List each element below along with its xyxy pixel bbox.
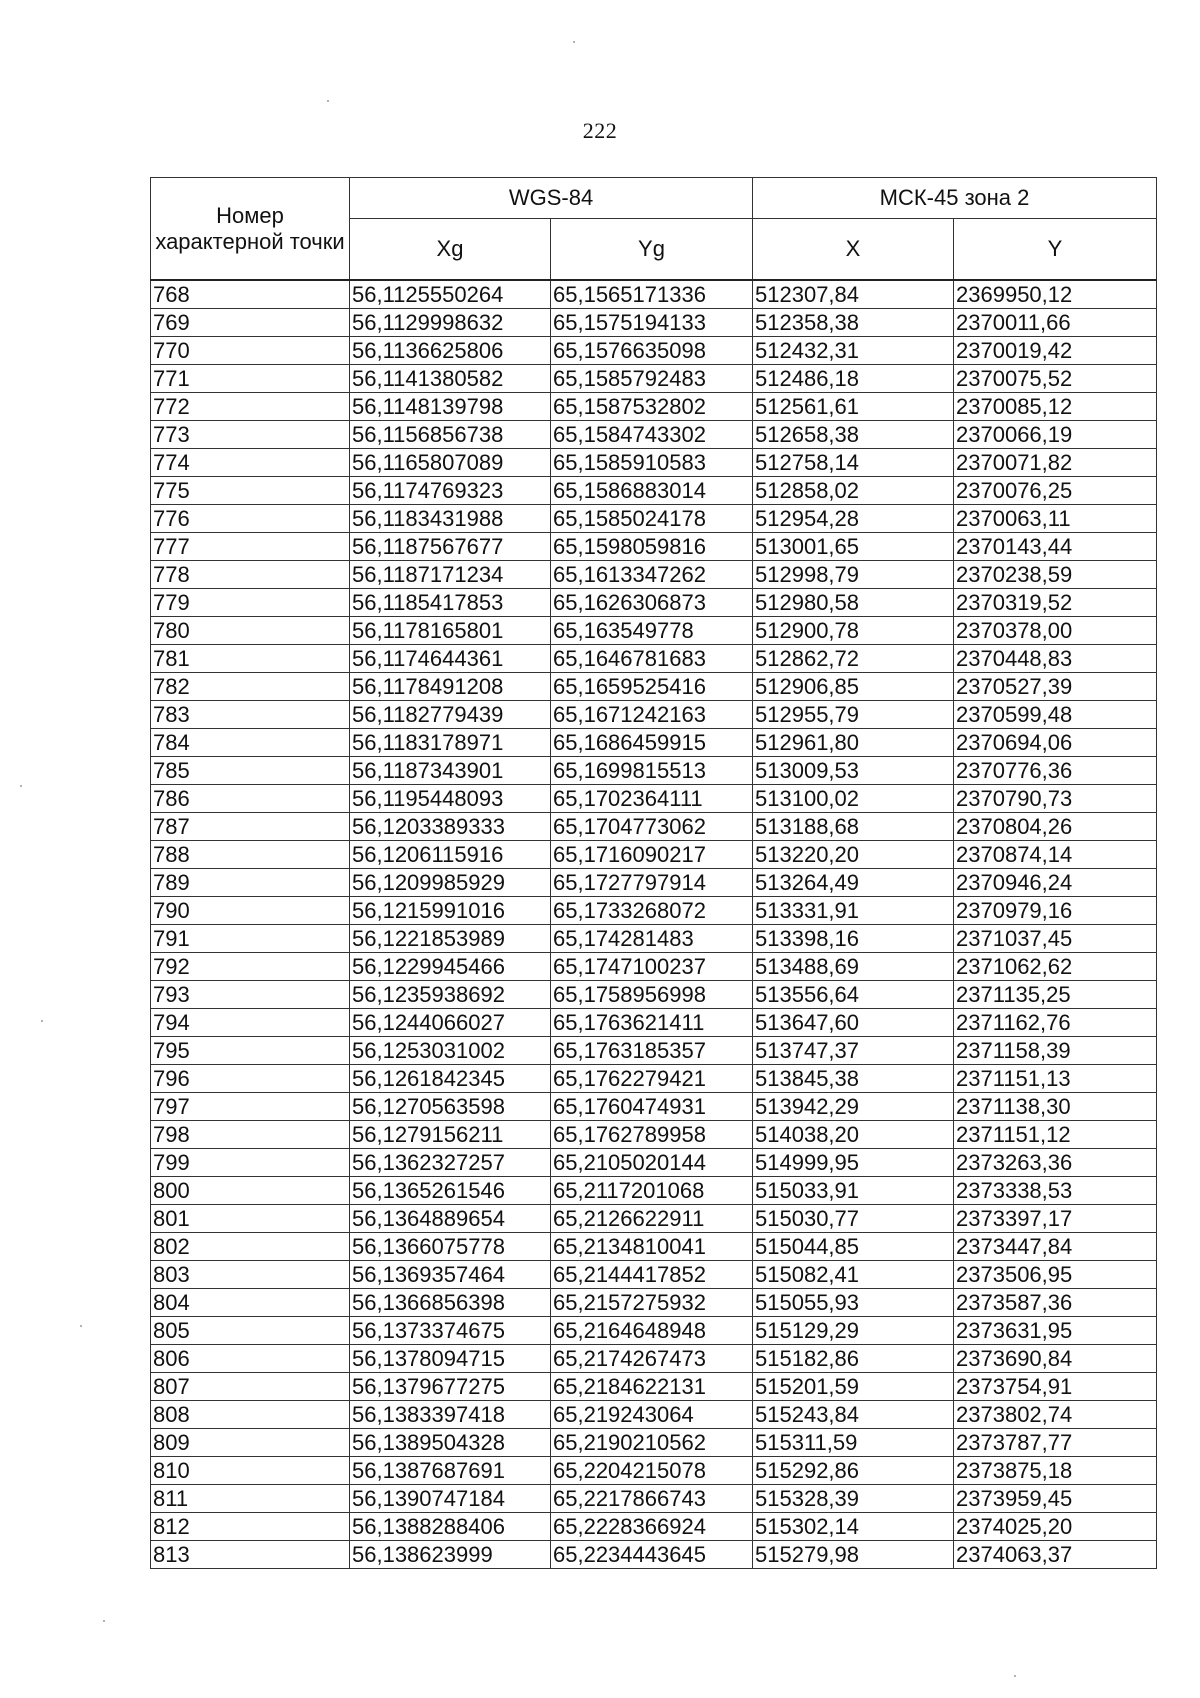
x-cell: 515055,93 (753, 1289, 954, 1317)
y-cell: 2370776,36 (954, 757, 1157, 785)
point-number-cell: 810 (151, 1457, 350, 1485)
yg-cell: 65,174281483 (551, 925, 753, 953)
y-cell: 2373802,74 (954, 1401, 1157, 1429)
yg-cell: 65,2164648948 (551, 1317, 753, 1345)
y-cell: 2373690,84 (954, 1345, 1157, 1373)
table-row (151, 1541, 1157, 1569)
header-row-groups (151, 178, 1157, 219)
point-number-cell: 773 (151, 421, 350, 449)
table-row (151, 1037, 1157, 1065)
table-row (151, 505, 1157, 533)
scan-speck (80, 1325, 82, 1327)
xg-cell: 56,1261842345 (350, 1065, 551, 1093)
xg-cell: 56,1203389333 (350, 813, 551, 841)
x-cell: 513845,38 (753, 1065, 954, 1093)
table-row (151, 617, 1157, 645)
y-cell: 2369950,12 (954, 280, 1157, 309)
x-cell: 513747,37 (753, 1037, 954, 1065)
point-number-cell: 771 (151, 365, 350, 393)
table-row (151, 1401, 1157, 1429)
point-number-cell: 796 (151, 1065, 350, 1093)
scan-speck (573, 41, 575, 43)
y-cell: 2371151,13 (954, 1065, 1157, 1093)
yg-cell: 65,2184622131 (551, 1373, 753, 1401)
y-cell: 2370066,19 (954, 421, 1157, 449)
y-cell: 2371135,25 (954, 981, 1157, 1009)
header-point-number: Номер характерной точки (151, 178, 350, 281)
table-row (151, 589, 1157, 617)
table-row (151, 1289, 1157, 1317)
yg-cell: 65,2228366924 (551, 1513, 753, 1541)
yg-cell: 65,1585792483 (551, 365, 753, 393)
yg-cell: 65,1565171336 (551, 280, 753, 309)
xg-cell: 56,1195448093 (350, 785, 551, 813)
y-cell: 2373338,53 (954, 1177, 1157, 1205)
xg-cell: 56,1148139798 (350, 393, 551, 421)
x-cell: 513009,53 (753, 757, 954, 785)
point-number-cell: 798 (151, 1121, 350, 1149)
table-row (151, 1373, 1157, 1401)
yg-cell: 65,2144417852 (551, 1261, 753, 1289)
table-row (151, 337, 1157, 365)
xg-cell: 56,1379677275 (350, 1373, 551, 1401)
x-cell: 512561,61 (753, 393, 954, 421)
header-yg: Yg (551, 219, 753, 281)
point-number-cell: 791 (151, 925, 350, 953)
point-number-cell: 812 (151, 1513, 350, 1541)
x-cell: 512358,38 (753, 309, 954, 337)
y-cell: 2370063,11 (954, 505, 1157, 533)
y-cell: 2373959,45 (954, 1485, 1157, 1513)
x-cell: 513398,16 (753, 925, 954, 953)
yg-cell: 65,1613347262 (551, 561, 753, 589)
y-cell: 2373397,17 (954, 1205, 1157, 1233)
table-row (151, 1149, 1157, 1177)
xg-cell: 56,1244066027 (350, 1009, 551, 1037)
xg-cell: 56,1364889654 (350, 1205, 551, 1233)
xg-cell: 56,1378094715 (350, 1345, 551, 1373)
yg-cell: 65,1626306873 (551, 589, 753, 617)
yg-cell: 65,1760474931 (551, 1093, 753, 1121)
x-cell: 512961,80 (753, 729, 954, 757)
x-cell: 515030,77 (753, 1205, 954, 1233)
x-cell: 515082,41 (753, 1261, 954, 1289)
table-row (151, 1009, 1157, 1037)
y-cell: 2371162,76 (954, 1009, 1157, 1037)
x-cell: 513100,02 (753, 785, 954, 813)
point-number-cell: 785 (151, 757, 350, 785)
xg-cell: 56,1362327257 (350, 1149, 551, 1177)
table-row (151, 813, 1157, 841)
point-number-cell: 787 (151, 813, 350, 841)
yg-cell: 65,1598059816 (551, 533, 753, 561)
y-cell: 2370979,16 (954, 897, 1157, 925)
point-number-cell: 768 (151, 280, 350, 309)
point-number-cell: 792 (151, 953, 350, 981)
x-cell: 512906,85 (753, 673, 954, 701)
x-cell: 515129,29 (753, 1317, 954, 1345)
point-number-cell: 805 (151, 1317, 350, 1345)
yg-cell: 65,1758956998 (551, 981, 753, 1009)
y-cell: 2370694,06 (954, 729, 1157, 757)
xg-cell: 56,1174769323 (350, 477, 551, 505)
yg-cell: 65,1575194133 (551, 309, 753, 337)
yg-cell: 65,1686459915 (551, 729, 753, 757)
yg-cell: 65,1762789958 (551, 1121, 753, 1149)
y-cell: 2370076,25 (954, 477, 1157, 505)
yg-cell: 65,1576635098 (551, 337, 753, 365)
point-number-cell: 774 (151, 449, 350, 477)
yg-cell: 65,1587532802 (551, 393, 753, 421)
y-cell: 2373631,95 (954, 1317, 1157, 1345)
y-cell: 2370238,59 (954, 561, 1157, 589)
y-cell: 2371062,62 (954, 953, 1157, 981)
xg-cell: 56,1141380582 (350, 365, 551, 393)
table-row (151, 701, 1157, 729)
yg-cell: 65,2157275932 (551, 1289, 753, 1317)
y-cell: 2370378,00 (954, 617, 1157, 645)
point-number-cell: 786 (151, 785, 350, 813)
point-number-cell: 794 (151, 1009, 350, 1037)
x-cell: 515243,84 (753, 1401, 954, 1429)
y-cell: 2370599,48 (954, 701, 1157, 729)
table-row (151, 869, 1157, 897)
table-row (151, 393, 1157, 421)
x-cell: 512486,18 (753, 365, 954, 393)
x-cell: 512658,38 (753, 421, 954, 449)
x-cell: 512998,79 (753, 561, 954, 589)
y-cell: 2370085,12 (954, 393, 1157, 421)
yg-cell: 65,2204215078 (551, 1457, 753, 1485)
x-cell: 513264,49 (753, 869, 954, 897)
table-row (151, 1121, 1157, 1149)
xg-cell: 56,1366856398 (350, 1289, 551, 1317)
xg-cell: 56,1215991016 (350, 897, 551, 925)
y-cell: 2371138,30 (954, 1093, 1157, 1121)
point-number-cell: 803 (151, 1261, 350, 1289)
header-wgs84: WGS-84 (350, 178, 753, 219)
xg-cell: 56,1183431988 (350, 505, 551, 533)
x-cell: 512900,78 (753, 617, 954, 645)
yg-cell: 65,2126622911 (551, 1205, 753, 1233)
point-number-cell: 776 (151, 505, 350, 533)
yg-cell: 65,1585024178 (551, 505, 753, 533)
y-cell: 2370874,14 (954, 841, 1157, 869)
table-row (151, 841, 1157, 869)
xg-cell: 56,1373374675 (350, 1317, 551, 1345)
point-number-cell: 813 (151, 1541, 350, 1569)
point-number-cell: 780 (151, 617, 350, 645)
point-number-cell: 772 (151, 393, 350, 421)
xg-cell: 56,1206115916 (350, 841, 551, 869)
yg-cell: 65,1646781683 (551, 645, 753, 673)
table-body (151, 280, 1157, 1569)
xg-cell: 56,1253031002 (350, 1037, 551, 1065)
x-cell: 515328,39 (753, 1485, 954, 1513)
y-cell: 2371037,45 (954, 925, 1157, 953)
coordinates-table (150, 177, 1157, 1569)
point-number-cell: 782 (151, 673, 350, 701)
yg-cell: 65,1716090217 (551, 841, 753, 869)
x-cell: 512307,84 (753, 280, 954, 309)
point-number-cell: 807 (151, 1373, 350, 1401)
xg-cell: 56,1187343901 (350, 757, 551, 785)
table-row (151, 533, 1157, 561)
yg-cell: 65,1733268072 (551, 897, 753, 925)
table-row (151, 1485, 1157, 1513)
y-cell: 2373754,91 (954, 1373, 1157, 1401)
y-cell: 2370804,26 (954, 813, 1157, 841)
yg-cell: 65,1747100237 (551, 953, 753, 981)
table-row (151, 1513, 1157, 1541)
x-cell: 513556,64 (753, 981, 954, 1009)
table-row (151, 1261, 1157, 1289)
x-cell: 515302,14 (753, 1513, 954, 1541)
yg-cell: 65,1727797914 (551, 869, 753, 897)
y-cell: 2370071,82 (954, 449, 1157, 477)
yg-cell: 65,1585910583 (551, 449, 753, 477)
y-cell: 2373447,84 (954, 1233, 1157, 1261)
x-cell: 515033,91 (753, 1177, 954, 1205)
xg-cell: 56,1270563598 (350, 1093, 551, 1121)
table-row (151, 729, 1157, 757)
y-cell: 2370527,39 (954, 673, 1157, 701)
yg-cell: 65,219243064 (551, 1401, 753, 1429)
table-row (151, 785, 1157, 813)
page-number: 222 (582, 118, 618, 143)
point-number-cell: 806 (151, 1345, 350, 1373)
yg-cell: 65,2234443645 (551, 1541, 753, 1569)
y-cell: 2370075,52 (954, 365, 1157, 393)
xg-cell: 56,1365261546 (350, 1177, 551, 1205)
table-row (151, 897, 1157, 925)
xg-cell: 56,1187567677 (350, 533, 551, 561)
yg-cell: 65,1671242163 (551, 701, 753, 729)
x-cell: 512858,02 (753, 477, 954, 505)
point-number-cell: 779 (151, 589, 350, 617)
x-cell: 515311,59 (753, 1429, 954, 1457)
x-cell: 512758,14 (753, 449, 954, 477)
point-number-cell: 769 (151, 309, 350, 337)
y-cell: 2370946,24 (954, 869, 1157, 897)
x-cell: 515201,59 (753, 1373, 954, 1401)
x-cell: 513488,69 (753, 953, 954, 981)
y-cell: 2370011,66 (954, 309, 1157, 337)
table-header (151, 178, 1157, 281)
xg-cell: 56,1209985929 (350, 869, 551, 897)
point-number-cell: 770 (151, 337, 350, 365)
yg-cell: 65,2117201068 (551, 1177, 753, 1205)
yg-cell: 65,163549778 (551, 617, 753, 645)
table-row (151, 1065, 1157, 1093)
xg-cell: 56,1125550264 (350, 280, 551, 309)
point-number-cell: 775 (151, 477, 350, 505)
table-row (151, 1205, 1157, 1233)
xg-cell: 56,1187171234 (350, 561, 551, 589)
x-cell: 512954,28 (753, 505, 954, 533)
xg-cell: 56,1389504328 (350, 1429, 551, 1457)
point-number-cell: 800 (151, 1177, 350, 1205)
x-cell: 515292,86 (753, 1457, 954, 1485)
yg-cell: 65,2190210562 (551, 1429, 753, 1457)
point-number-cell: 781 (151, 645, 350, 673)
y-cell: 2371151,12 (954, 1121, 1157, 1149)
table-row (151, 477, 1157, 505)
table-row (151, 953, 1157, 981)
point-number-cell: 793 (151, 981, 350, 1009)
point-number-cell: 799 (151, 1149, 350, 1177)
xg-cell: 56,1129998632 (350, 309, 551, 337)
yg-cell: 65,2174267473 (551, 1345, 753, 1373)
xg-cell: 56,1178491208 (350, 673, 551, 701)
x-cell: 513647,60 (753, 1009, 954, 1037)
x-cell: 512980,58 (753, 589, 954, 617)
table-row (151, 1093, 1157, 1121)
xg-cell: 56,1235938692 (350, 981, 551, 1009)
scan-speck (20, 785, 22, 787)
xg-cell: 56,1174644361 (350, 645, 551, 673)
point-number-cell: 788 (151, 841, 350, 869)
table-row (151, 1317, 1157, 1345)
table-row (151, 757, 1157, 785)
xg-cell: 56,1229945466 (350, 953, 551, 981)
y-cell: 2373875,18 (954, 1457, 1157, 1485)
x-cell: 515279,98 (753, 1541, 954, 1569)
yg-cell: 65,1704773062 (551, 813, 753, 841)
header-xg: Xg (350, 219, 551, 281)
table-row (151, 981, 1157, 1009)
point-number-cell: 811 (151, 1485, 350, 1513)
y-cell: 2370448,83 (954, 645, 1157, 673)
yg-cell: 65,2105020144 (551, 1149, 753, 1177)
table-row (151, 1345, 1157, 1373)
xg-cell: 56,1388288406 (350, 1513, 551, 1541)
xg-cell: 56,1390747184 (350, 1485, 551, 1513)
y-cell: 2370319,52 (954, 589, 1157, 617)
table-row (151, 1233, 1157, 1261)
table-row (151, 309, 1157, 337)
yg-cell: 65,1659525416 (551, 673, 753, 701)
x-cell: 513220,20 (753, 841, 954, 869)
yg-cell: 65,1763185357 (551, 1037, 753, 1065)
table-row (151, 561, 1157, 589)
xg-cell: 56,1383397418 (350, 1401, 551, 1429)
header-msk45: МСК-45 зона 2 (753, 178, 1157, 219)
x-cell: 513188,68 (753, 813, 954, 841)
xg-cell: 56,1178165801 (350, 617, 551, 645)
xg-cell: 56,1221853989 (350, 925, 551, 953)
yg-cell: 65,1762279421 (551, 1065, 753, 1093)
point-number-cell: 809 (151, 1429, 350, 1457)
yg-cell: 65,1702364111 (551, 785, 753, 813)
x-cell: 514038,20 (753, 1121, 954, 1149)
table-row (151, 925, 1157, 953)
xg-cell: 56,1369357464 (350, 1261, 551, 1289)
xg-cell: 56,138623999 (350, 1541, 551, 1569)
point-number-cell: 802 (151, 1233, 350, 1261)
header-y: Y (954, 219, 1157, 281)
x-cell: 512862,72 (753, 645, 954, 673)
point-number-cell: 783 (151, 701, 350, 729)
point-number-cell: 804 (151, 1289, 350, 1317)
y-cell: 2373587,36 (954, 1289, 1157, 1317)
x-cell: 513001,65 (753, 533, 954, 561)
yg-cell: 65,2217866743 (551, 1485, 753, 1513)
table-row (151, 449, 1157, 477)
x-cell: 513331,91 (753, 897, 954, 925)
yg-cell: 65,1763621411 (551, 1009, 753, 1037)
point-number-cell: 795 (151, 1037, 350, 1065)
xg-cell: 56,1156856738 (350, 421, 551, 449)
xg-cell: 56,1182779439 (350, 701, 551, 729)
table-row (151, 1457, 1157, 1485)
xg-cell: 56,1366075778 (350, 1233, 551, 1261)
table-row (151, 1177, 1157, 1205)
point-number-cell: 797 (151, 1093, 350, 1121)
table-row (151, 1429, 1157, 1457)
point-number-cell: 789 (151, 869, 350, 897)
table-row (151, 365, 1157, 393)
x-cell: 512432,31 (753, 337, 954, 365)
point-number-cell: 801 (151, 1205, 350, 1233)
y-cell: 2371158,39 (954, 1037, 1157, 1065)
x-cell: 513942,29 (753, 1093, 954, 1121)
xg-cell: 56,1279156211 (350, 1121, 551, 1149)
point-number-cell: 778 (151, 561, 350, 589)
y-cell: 2370019,42 (954, 337, 1157, 365)
xg-cell: 56,1387687691 (350, 1457, 551, 1485)
x-cell: 515044,85 (753, 1233, 954, 1261)
x-cell: 512955,79 (753, 701, 954, 729)
point-number-cell: 790 (151, 897, 350, 925)
point-number-cell: 808 (151, 1401, 350, 1429)
y-cell: 2374063,37 (954, 1541, 1157, 1569)
table-row (151, 421, 1157, 449)
xg-cell: 56,1185417853 (350, 589, 551, 617)
y-cell: 2370143,44 (954, 533, 1157, 561)
x-cell: 514999,95 (753, 1149, 954, 1177)
scan-speck (327, 100, 329, 102)
yg-cell: 65,1586883014 (551, 477, 753, 505)
header-x: X (753, 219, 954, 281)
table-row (151, 280, 1157, 309)
yg-cell: 65,1699815513 (551, 757, 753, 785)
y-cell: 2370790,73 (954, 785, 1157, 813)
scan-speck (1014, 1675, 1016, 1677)
point-number-cell: 777 (151, 533, 350, 561)
y-cell: 2373787,77 (954, 1429, 1157, 1457)
table-row (151, 673, 1157, 701)
y-cell: 2373263,36 (954, 1149, 1157, 1177)
y-cell: 2374025,20 (954, 1513, 1157, 1541)
xg-cell: 56,1136625806 (350, 337, 551, 365)
xg-cell: 56,1165807089 (350, 449, 551, 477)
x-cell: 515182,86 (753, 1345, 954, 1373)
yg-cell: 65,1584743302 (551, 421, 753, 449)
table-row (151, 645, 1157, 673)
yg-cell: 65,2134810041 (551, 1233, 753, 1261)
scan-speck (41, 1020, 43, 1022)
xg-cell: 56,1183178971 (350, 729, 551, 757)
scan-speck (103, 1620, 105, 1622)
y-cell: 2373506,95 (954, 1261, 1157, 1289)
point-number-cell: 784 (151, 729, 350, 757)
